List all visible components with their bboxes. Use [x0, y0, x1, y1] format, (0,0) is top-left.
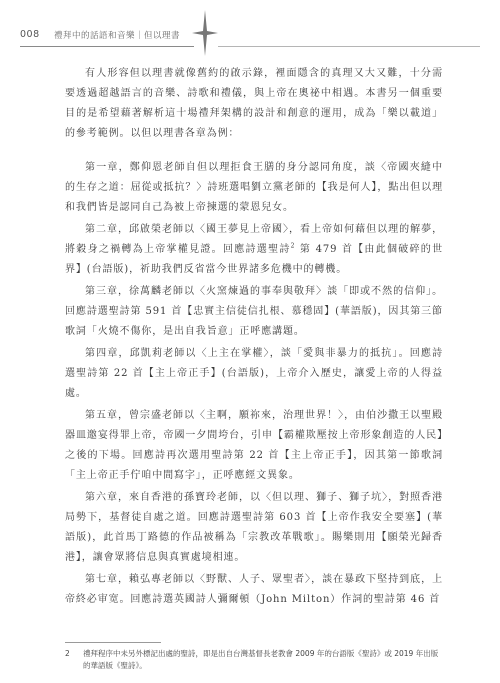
page-header	[0, 0, 500, 60]
body-text	[65, 64, 443, 612]
footnote-number: 2	[65, 649, 70, 658]
four-point-star-icon	[192, 10, 218, 56]
header-rule-right	[218, 46, 480, 47]
footnote-rule	[65, 642, 161, 643]
header-rule	[20, 46, 194, 47]
chapter-6-paragraph: 第六章，來自香港的孫寶玲老師，以〈但以理、獅子、獅子坑〉，對照香港局勢下，基督徒自處之道。回應詩選聖詩第 603 首【上帝作我安全要塞】(華語版)，此首馬丁路德的作品被稱為「宗教改革戰歌」。賜樂則用【願榮光歸香港】，讓會眾將信息與真實處境相連。	[65, 492, 443, 563]
running-title: 禮拜中的話語和音樂｜但以理書	[54, 31, 181, 41]
footnote-ref: 2	[290, 242, 296, 250]
chapter-5-paragraph: 第五章，曾宗盛老師以〈主啊，願祢來，治理世界！〉，由伯沙撒王以聖殿器皿邀宴得罪上帝，帝國一夕間垮台，引申【霸權欺壓按上帝形象創造的人民】之後的下場。回應詩再次選用聖詩第 22 首【主上帝正手】，因其第一節歌詞「主上帝正手佇咱中間寫字」，正呼應經文異象。	[65, 410, 443, 481]
footnote-text: 禮拜程序中未另外標記出處的聖詩，即是出自台灣基督長老教會 2009 年的台語版《聖詩》或 2019 年出版的華語版《聖詩》。	[83, 649, 439, 670]
chapter-3-paragraph: 第三章，徐萬麟老師以〈火窯煉過的事奉與敬拜〉談「即或不然的信仰」。回應詩選聖詩第 591 首【忠實主信徒信扎根、慕穩固】(華語版)，因其第三節歌詞「火燒不傷你，是出自我旨意」正呼應講題。	[65, 286, 443, 337]
footnote	[65, 648, 443, 672]
chapter-1-paragraph: 第一章，鄭仰恩老師自但以理拒食王膳的身分認同角度，談〈帝國夾縫中的生存之道：屈從或抵抗？〉詩班選唱劉立黨老師的【我是何人】，點出但以理和我們皆是認同自己為被上帝揀選的蒙恩兒女。	[65, 162, 443, 213]
page-number: 008	[20, 29, 40, 40]
chapter-2-paragraph: 第二章，邱啟榮老師以〈國王夢見上帝國〉，看上帝如何藉但以理的解夢，將穀身之禍轉為上帝掌權見證。回應詩選聖詩$^2$ 第 479 首【由此個破碎的世界】(台語版)，祈助我們反省當今世界諸多危機中的轉機。	[65, 224, 443, 275]
chapter-4-paragraph: 第四章，邱凱莉老師以〈上主在掌權〉，談「愛與非暴力的抵抗」。回應詩選聖詩第 22 首【主上帝正手】(台語版)，上帝介入歷史，讓愛上帝的人得益處。	[65, 348, 443, 399]
intro-paragraph: 有人形容但以理書就像舊約的啟示錄，裡面隱含的真理又大又難，十分需要透過超越語言的音樂、詩歌和禮儀，與上帝在奧祕中相遇。本書另一個重要目的是希望藉著解析這十場禮拜架構的設計和創意的運用，成為「樂以載道」的參考範例。以但以理書各章為例：	[65, 68, 443, 139]
chapter-7-paragraph: 第七章，賴弘專老師以〈野獸、人子、眾聖者〉，談在暴政下堅持到底，上帝終必审宽。回應詩選英國詩人彌爾頓（John Milton）作詞的聖詩第 46 首	[65, 574, 443, 605]
